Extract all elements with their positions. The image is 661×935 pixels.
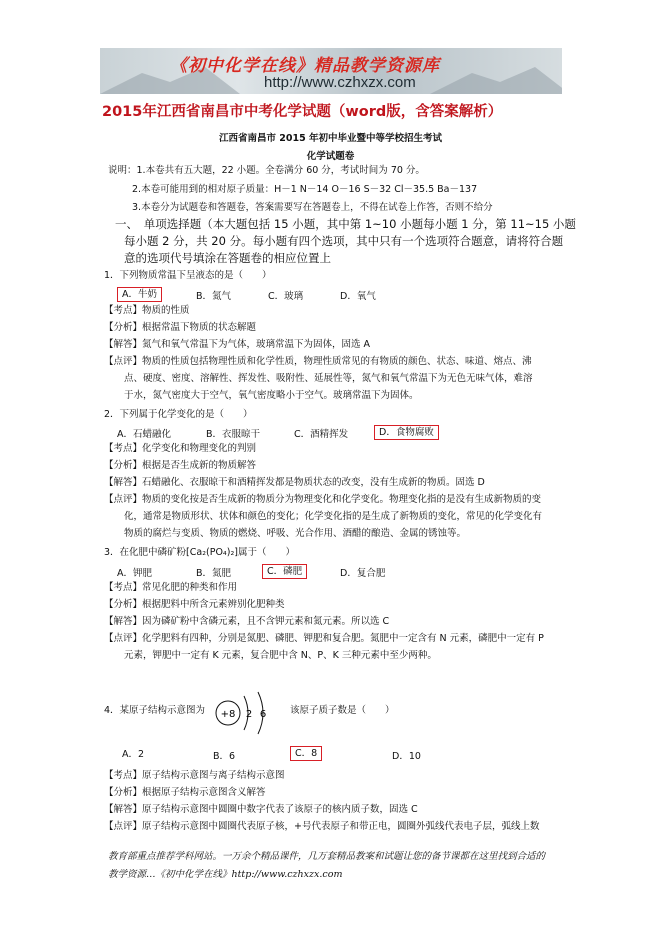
footer-line-2[interactable]: 教学资源…《初中化学在线》http://www.czhxzx.com [108,869,343,880]
q3-stem: 3．在化肥中磷矿粉[Ca₂(PO₄)₂]属于（ ） [104,547,295,558]
q2-dianping-3: 物质的腐烂与变质、物质的燃烧、呼吸、光合作用、酒醋的酿造、金属的锈蚀等。 [124,528,467,539]
q4-option-a: A．2 [122,749,145,760]
q2-option-a: A．石蜡融化 [117,429,171,440]
exam-title: 江西省南昌市 2015 年初中毕业暨中等学校招生考试 [218,133,443,144]
q2-stem: 2．下列属于化学变化的是（ ） [104,409,253,420]
note-2: 2.本卷可能用到的相对原子质量：H－1 N－14 O－16 S－32 Cl－35.5 Ba－137 [132,184,478,195]
q3-option-b: B．氮肥 [196,568,232,579]
banner-mountain-right [430,64,562,94]
q3-answer-box: C．磷肥 [262,564,307,579]
page-title: 2015年江西省南昌市中考化学试题（word版，含答案解析） [102,104,503,120]
note-3: 3.本卷分为试题卷和答题卷，答案需要写在答题卷上，不得在试卷上作答，否则不给分 [132,202,493,213]
q3-kaodian: 【考点】常见化肥的种类和作用 [104,582,238,593]
q2-jieda: 【解答】石蜡融化、衣服晾干和酒精挥发都是物质状态的改变，没有生成新的物质。固选 D [104,477,485,488]
header-banner [100,48,562,94]
q1-dianping-3: 于水，氮气密度大于空气，氧气密度略小于空气。玻璃常温下为固体。 [124,390,419,401]
q4-fenxi: 【分析】根据原子结构示意图含义解答 [104,787,266,798]
q3-option-d: D．复合肥 [340,568,386,579]
q4-answer-box: C．8 [290,746,322,761]
q1-option-a [117,286,162,300]
banner-url[interactable]: http://www.czhxzx.com [264,74,416,91]
atom-shell-2-label: 6 [259,709,267,720]
section-line-3: 意的选项代号填涂在答题卷的相应位置上 [124,251,331,265]
q3-dianping-1: 【点评】化学肥料有四种，分别是氮肥、磷肥、钾肥和复合肥。氮肥中一定含有 N 元素，磷肥中一定有 P [104,633,544,644]
q2-dianping-1: 【点评】物质的变化按是否生成新的物质分为物理变化和化学变化。物理变化指的是没有生成新物质的变 [104,494,542,505]
banner-title: 《初中化学在线》精品教学资源库 [170,56,440,76]
q1-dianping-1: 【点评】物质的性质包括物理性质和化学性质，物理性质常见的有物质的颜色、状态、味道、熔点、沸 [104,356,532,367]
atom-shell-1-label: 2 [245,709,253,720]
q1-option-c: C．玻璃 [268,291,304,302]
q1-answer-box: A．牛奶 [117,287,162,302]
q3-option-a: A．钾肥 [117,568,152,579]
q1-option-b: B．氮气 [196,291,232,302]
atom-nucleus-label: +8 [220,709,236,720]
footer-line-1: 教育部重点推荐学科网站。一万余个精品课件，几万套精品教案和试题让您的备节课都在这里找到合适的 [108,851,546,862]
q1-kaodian: 【考点】物质的性质 [104,305,190,316]
q2-option-b: B．衣服晾干 [206,429,261,440]
q4-option-d: D．10 [392,751,421,762]
section-line-1: 一、 单项选择题（本大题包括 15 小题，其中第 1~10 小题每小题 1 分，第 11~15 小题 [115,217,576,231]
section-line-2: 每小题 2 分，共 20 分。每小题有四个选项，其中只有一个选项符合题意，请将符合题 [124,234,564,248]
q2-fenxi: 【分析】根据是否生成新的物质解答 [104,460,257,471]
q4-kaodian: 【考点】原子结构示意图与离子结构示意图 [104,770,285,781]
q2-dianping-2: 化，通常是物质形状、状体和颜色的变化；化学变化指的是生成了新物质的变化，常见的化学变化有 [124,511,543,522]
q4-dianping-1: 【点评】原子结构示意图中圆圈代表原子核，+号代表原子和带正电，圆圈外弧线代表电子层，弧线上数 [104,821,540,832]
q4-stem-before: 4．某原子结构示意图为 [104,705,206,716]
q3-option-c [262,563,307,577]
q1-stem: 1．下列物质常温下呈液态的是（ ） [104,270,272,281]
q1-jieda: 【解答】氮气和氧气常温下为气体，玻璃常温下为固体，固选 A [104,339,371,350]
q2-kaodian: 【考点】化学变化和物理变化的判别 [104,443,257,454]
q4-option-c [290,745,322,759]
q2-answer-box: D．食物腐败 [374,425,439,440]
exam-subtitle: 化学试题卷 [306,151,355,162]
q2-option-d [374,424,439,438]
q1-fenxi: 【分析】根据常温下物质的状态解题 [104,322,257,333]
note-1: 说明：1.本卷共有五大题，22 小题。全卷满分 60 分，考试时间为 70 分。 [108,165,425,176]
q1-option-d: D．氧气 [340,291,376,302]
q1-dianping-2: 点、硬度、密度、溶解性、挥发性、吸附性、延展性等，氮气和氧气常温下为无色无味气体，难溶 [124,373,533,384]
q3-fenxi: 【分析】根据肥料中所含元素辨别化肥种类 [104,599,285,610]
q3-dianping-2: 元素，钾肥中一定有 K 元素，复合肥中含 N、P、K 三种元素中至少两种。 [124,650,437,661]
q4-option-b: B．6 [213,751,236,762]
atom-structure-diagram [212,690,288,736]
q3-jieda: 【解答】因为磷矿粉中含磷元素，且不含钾元素和氮元素。所以选 C [104,616,390,627]
q4-stem-after: 该原子质子数是（ ） [290,705,395,716]
q4-jieda: 【解答】原子结构示意图中圆圈中数字代表了该原子的核内质子数，固选 C [104,804,418,815]
q2-option-c: C．酒精挥发 [294,429,349,440]
